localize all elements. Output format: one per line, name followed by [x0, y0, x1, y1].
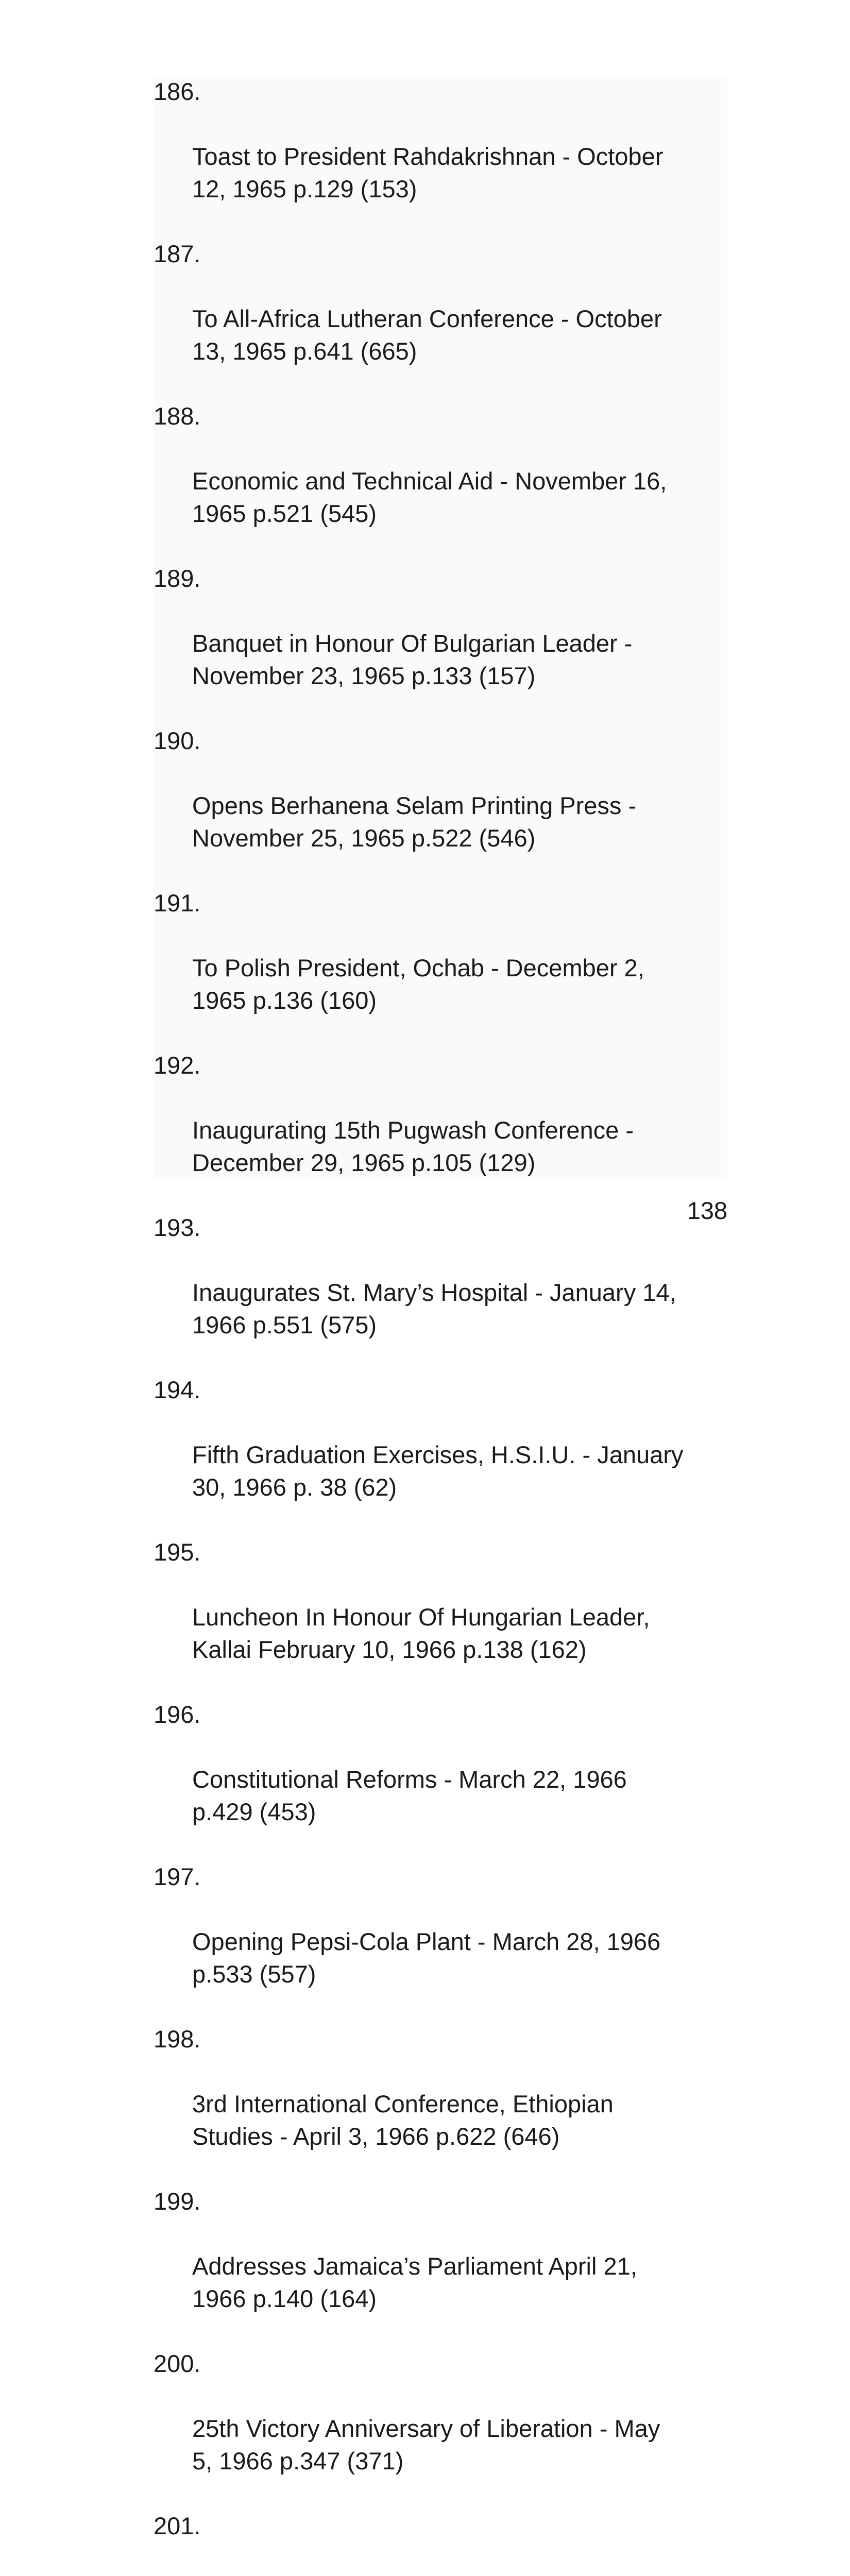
entry-number: 196.: [154, 1701, 201, 1728]
entry-number: 200.: [154, 2350, 201, 2377]
entry-title-line2: 1966 p.551 (575): [192, 1311, 377, 1338]
list-item: [154, 400, 736, 562]
entry-title-line1: Inaugurating 15th Pugwash Conference -: [192, 1116, 634, 1144]
entry-title-line2: p.429 (453): [192, 1798, 316, 1825]
entry-title-line1: To All-Africa Lutheran Conference - October: [192, 305, 662, 332]
entry-number: 187.: [154, 240, 201, 267]
list-item: [154, 887, 736, 1049]
entry-title-line2: 12, 1965 p.129 (153): [192, 175, 417, 202]
entry-number: 195.: [154, 1538, 201, 1566]
entry-title-line2: 30, 1966 p. 38 (62): [192, 1473, 397, 1501]
entry-title-line1: To Polish President, Ochab - December 2,: [192, 954, 644, 981]
entry-title-line1: Addresses Jamaica’s Parliament April 21,: [192, 2252, 637, 2280]
entry-title-line2: 1965 p.136 (160): [192, 987, 377, 1014]
entry-title-line2: Kallai February 10, 1966 p.138 (162): [192, 1636, 587, 1663]
entry-title-line2: p.533 (557): [192, 1960, 316, 1988]
list-item: [154, 2023, 736, 2185]
list-item: [154, 562, 736, 724]
entry-number: 190.: [154, 727, 201, 754]
list-item: [154, 1536, 736, 1698]
list-item: [154, 1698, 736, 1860]
entry-title-line1: Luncheon In Honour Of Hungarian Leader,: [192, 1603, 650, 1631]
entry-number: 192.: [154, 1052, 201, 1079]
list-item: [154, 75, 736, 238]
entry-title-line1: Economic and Technical Aid - November 16,: [192, 467, 667, 495]
list-item: [154, 724, 736, 887]
entry-title-line2: 1966 p.140 (164): [192, 2285, 377, 2312]
entry-title-line1: Fifth Graduation Exercises, H.S.I.U. - January: [192, 1441, 684, 1468]
entry-title-line1: Opening Pepsi-Cola Plant - March 28, 1966: [192, 1928, 661, 1955]
entry-title-line1: Banquet in Honour Of Bulgarian Leader -: [192, 630, 633, 657]
list-item: [154, 2347, 736, 2510]
entry-title-line1: Constitutional Reforms - March 22, 1966: [192, 1766, 627, 1793]
entry-title-line1: 3rd International Conference, Ethiopian: [192, 2090, 614, 2117]
entry-title-line2: Studies - April 3, 1966 p.622 (646): [192, 2123, 560, 2150]
entry-number: 194.: [154, 1376, 201, 1403]
entry-number: 198.: [154, 2025, 201, 2053]
entry-number: 186.: [154, 78, 201, 105]
entry-title-line2: December 29, 1965 p.105 (129): [192, 1149, 536, 1176]
entry-number: 188.: [154, 402, 201, 430]
list-item: [154, 1860, 736, 2023]
page-number: 138: [687, 1197, 727, 1224]
list-item: [154, 238, 736, 400]
entry-title-line2: 13, 1965 p.641 (665): [192, 337, 417, 365]
list-item: [154, 1211, 736, 1374]
entry-title-line2: November 25, 1965 p.522 (546): [192, 824, 536, 852]
entry-number: 199.: [154, 2188, 201, 2215]
entry-title-line1: Inaugurates St. Mary’s Hospital - January 14,: [192, 1279, 676, 1306]
entry-title-line2: November 23, 1965 p.133 (157): [192, 662, 536, 689]
entry-number: 189.: [154, 565, 201, 592]
list-item: [154, 2185, 736, 2347]
list-item: [154, 2510, 736, 2576]
entry-number: 191.: [154, 889, 201, 917]
list-item: [154, 1374, 736, 1536]
entry-number: 201.: [154, 2512, 201, 2539]
entry-title-line2: 5, 1966 p.347 (371): [192, 2447, 404, 2475]
entry-number: 197.: [154, 1863, 201, 1890]
entry-number: 193.: [154, 1214, 201, 1241]
speech-index-list: [154, 75, 736, 2576]
entry-title-line1: Opens Berhanena Selam Printing Press -: [192, 792, 637, 819]
entry-title-line1: 25th Victory Anniversary of Liberation - May: [192, 2415, 660, 2442]
entry-title-line2: 1965 p.521 (545): [192, 500, 377, 527]
entry-title-line1: Toast to President Rahdakrishnan - October: [192, 143, 664, 170]
list-item: [154, 1049, 736, 1211]
